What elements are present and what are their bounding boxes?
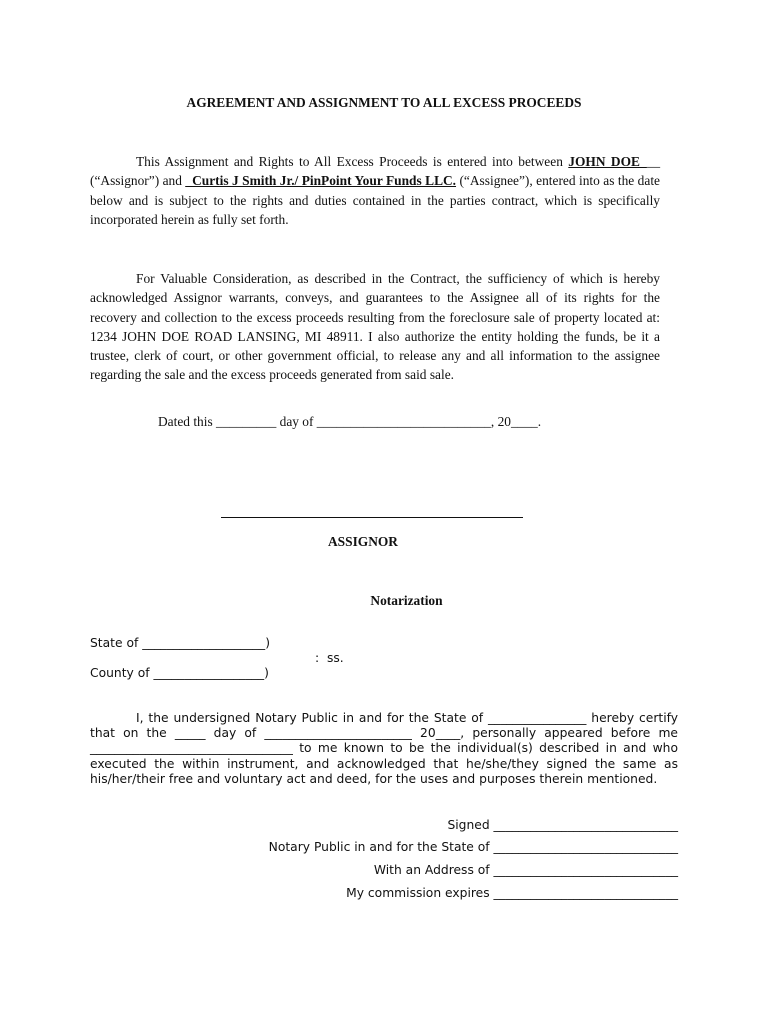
address-line: With an Address of ______________________________ xyxy=(373,863,678,877)
assignor-name: JOHN DOE_ xyxy=(568,154,647,169)
document-title: AGREEMENT AND ASSIGNMENT TO ALL EXCESS PROCEEDS xyxy=(186,95,582,110)
consideration-text: For Valuable Consideration, as described in the Contract, the sufficiency of which is hereby acknowledged Assignor warrants, conveys, and guarantees to the Assignee all of its rights for the recovery and collection to the excess proceeds resulting from the foreclosure sale of property located at: 1234 JOHN DOE ROAD LANSING, MI 48911. I also authorize the entity holding the funds, be it a trustee, clerk of court, or other government official, to release any and all information to the assignee regarding the sale and the excess proceeds generated from said sale. xyxy=(90,271,660,383)
para1-text-a: This Assignment and Rights to All Excess Proceeds is entered into between xyxy=(136,154,569,169)
assignor-label: ASSIGNOR xyxy=(328,534,398,549)
signed-line: Signed ______________________________ xyxy=(447,818,678,832)
notarization-heading: Notarization xyxy=(370,593,443,608)
notary-certification xyxy=(90,711,678,787)
county-of-line: County of __________________) xyxy=(90,666,269,680)
para1-text-c: (“Assignee”), entered into as the date below and is subject to the rights and duties contained in the parties contract, which is specifically incorporated herein as fully set forth. xyxy=(90,173,660,227)
consideration-paragraph xyxy=(90,269,660,385)
commission-line: My commission expires ______________________________ xyxy=(346,886,678,900)
ss-mark: : ss. xyxy=(315,651,344,665)
assignor-signature-line xyxy=(221,517,523,518)
dated-line: Dated this _________ day of __________________________, 20____. xyxy=(158,414,542,429)
state-of-line: State of ____________________) xyxy=(90,636,270,650)
notary-certification-text: I, the undersigned Notary Public in and for the State of ________________ hereby certify that on the _____ day of ________________________ 20____, personally appeared before me _________________________________ to me known to be the individual(s) described in and who executed the within instrument, and acknowledged that he/she/they signed the same as his/her/their free and voluntary act and deed, for the uses and purposes therein mentioned. xyxy=(90,711,678,786)
assignee-name: _Curtis J Smith Jr./ PinPoint Your Funds LLC. xyxy=(185,173,457,189)
notary-state-line: Notary Public in and for the State of ______________________________ xyxy=(268,840,678,854)
assignment-paragraph xyxy=(90,152,660,229)
para1-text-b: __ (“Assignor”) and xyxy=(90,154,661,189)
